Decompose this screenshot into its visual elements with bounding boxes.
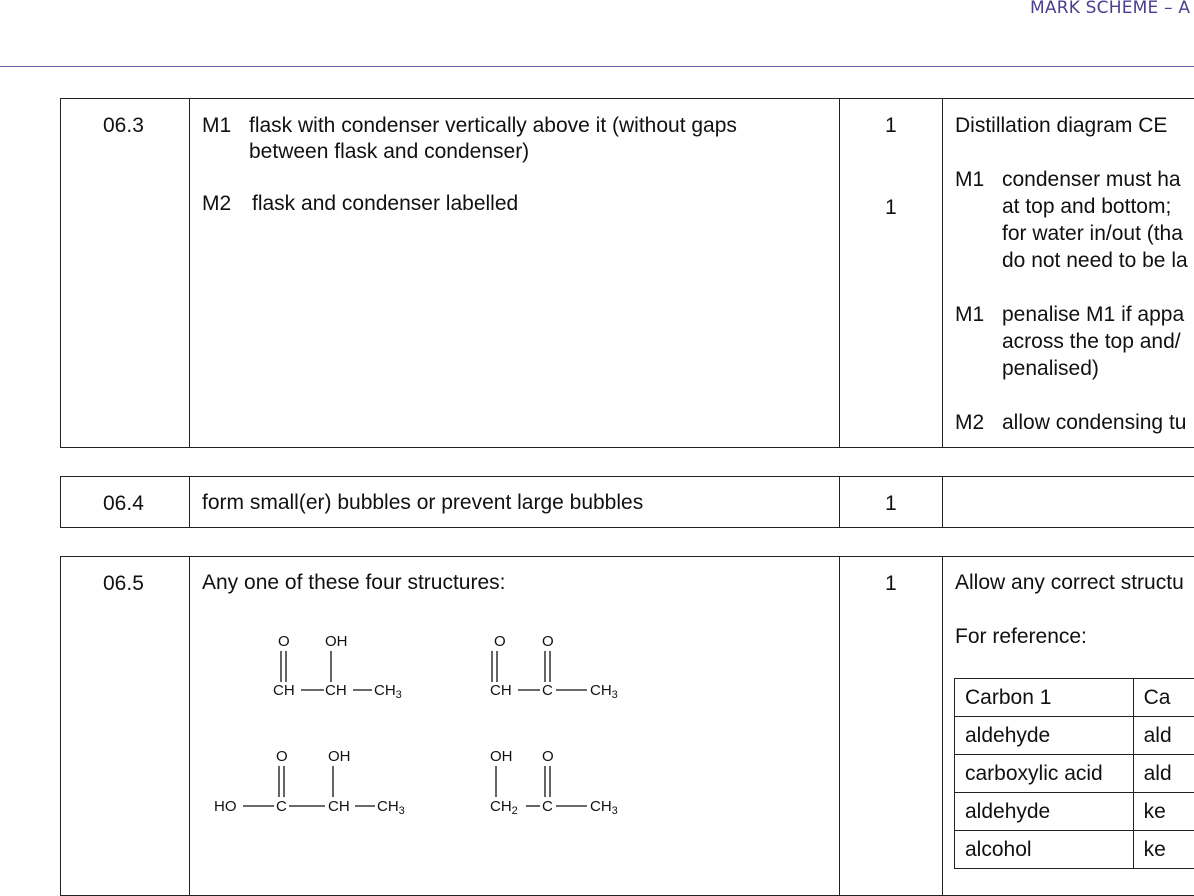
answer-text: Any one of these four structures: [202,570,506,596]
answer-text: between flask and condenser) [249,139,529,165]
atom-label: C [542,682,553,699]
question-number: 06.4 [103,491,144,517]
table-cell: ald [1133,755,1194,793]
table-cell: ke [1133,831,1194,869]
table-cell: Carbon 1 [955,679,1134,717]
table-cell: ke [1133,793,1194,831]
marks-value: 1 [885,491,897,517]
guidance-label: M1 [955,167,984,193]
guidance-label: M2 [955,410,984,436]
guidance-text: For reference: [955,624,1087,650]
guidance-label: M1 [955,302,984,328]
atom-label: C [276,798,287,815]
atom-label: OH [328,748,351,765]
guidance-text: do not need to be la [1002,248,1188,274]
guidance-text: allow condensing tu [1002,410,1186,436]
guidance-text: penalised) [1002,356,1099,382]
table-cell: aldehyde [955,793,1134,831]
atom-label: $CH_3$ [590,682,618,699]
atom-label: CH [325,682,347,699]
guidance-text: at top and bottom; [1002,194,1171,220]
table-cell: aldehyde [955,717,1134,755]
guidance-text: condenser must ha [1002,167,1181,193]
atom-label: O [494,633,506,650]
atom-label: O [276,748,288,765]
atom-label: C [542,798,553,815]
atom-label: $CH_3$ [374,682,402,699]
marks-value: 1 [885,195,897,221]
marks-value: 1 [885,571,897,597]
answer-text: flask with condenser vertically above it (without gaps [249,113,737,139]
header-title: MARK SCHEME – A [1030,0,1190,18]
guidance-text: across the top and/ [1002,329,1181,355]
marks-value: 1 [885,113,897,139]
atom-label: CH [273,682,295,699]
question-number: 06.5 [103,571,144,597]
atom-label: O [542,748,554,765]
answer-text: form small(er) bubbles or prevent large bubbles [202,490,643,516]
atom-label: O [542,633,554,650]
table-cell: carboxylic acid [955,755,1134,793]
guidance-text: penalise M1 if appa [1002,302,1184,328]
atom-label: CH [328,798,350,815]
atom-label: $CH_2$ [490,798,518,815]
atom-label: CH [490,682,512,699]
atom-label: $CH_3$ [590,798,618,815]
atom-label: $CH_3$ [377,798,405,815]
question-number: 06.3 [103,113,144,139]
answer-text: flask and condenser labelled [252,191,518,217]
table-cell: ald [1133,717,1194,755]
guidance-text: for water in/out (tha [1002,221,1183,247]
table-cell: Ca [1133,679,1194,717]
atom-label: HO [214,798,237,815]
table-cell: alcohol [955,831,1134,869]
atom-label: OH [490,748,513,765]
mark-label: M1 [202,113,231,139]
guidance-text: Allow any correct structu [955,570,1184,596]
mark-label: M2 [202,191,231,217]
atom-label: OH [325,633,348,650]
atom-label: O [278,633,290,650]
guidance-title: Distillation diagram CE [955,113,1167,139]
